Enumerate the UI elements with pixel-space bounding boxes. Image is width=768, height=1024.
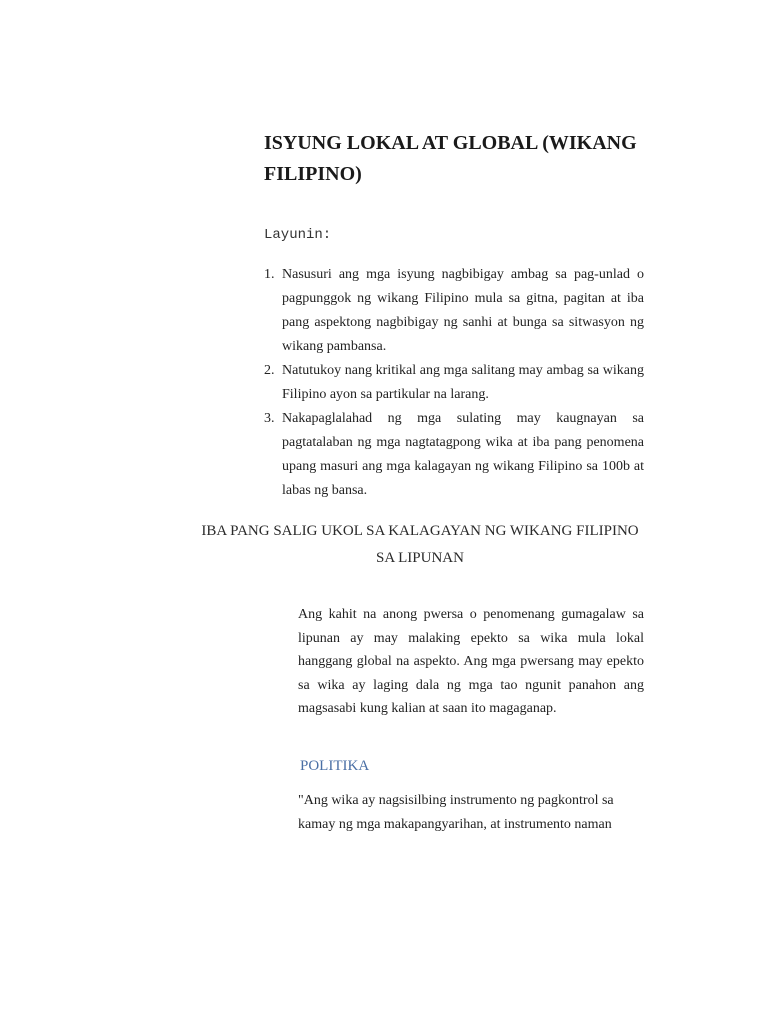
objectives-list	[264, 263, 644, 503]
quote-text: "Ang wika ay nagsisilbing instrumento ng pagkontrol sa kamay ng mga makapangyarihan, at instrumento naman	[298, 793, 614, 832]
objective-item	[264, 407, 644, 503]
objective-text: Nasusuri ang mga isyung nagbibigay ambag sa pag-unlad o pagpunggok ng wikang Filipino mula sa gitna, pagitan at iba pang aspektong nagbibigay ng sanhi at bunga sa sitwasyon ng wikang pambansa.	[282, 267, 644, 354]
objective-text: Natutukoy nang kritikal ang mga salitang may ambag sa wikang Filipino ayon sa partikular na larang.	[282, 363, 644, 402]
body-paragraph: Ang kahit na anong pwersa o penomenang gumagalaw sa lipunan ay may malaking epekto sa wika mula lokal hanggang global na aspekto. Ang mga pwersang may epekto sa wika ay laging dala ng mga tao ngunit panahon ang magsasabi kung kalian at saan ito magaganap.	[298, 607, 644, 716]
section-heading: IBA PANG SALIG UKOL SA KALAGAYAN NG WIKANG FILIPINO SA LIPUNAN	[201, 523, 639, 566]
document-title: ISYUNG LOKAL AT GLOBAL (WIKANG FILIPINO)	[264, 132, 637, 185]
subheading-politika: POLITIKA	[300, 758, 370, 774]
objective-text: Nakapaglalahad ng mga sulating may kaugnayan sa pagtatalaban ng mga nagtatagpong wika at iba pang penomena upang masuri ang mga kalagayan ng wikang Filipino sa 100b at labas ng bansa.	[282, 411, 644, 498]
objective-item	[264, 263, 644, 359]
objective-number: 2.	[264, 363, 275, 378]
objective-number: 3.	[264, 411, 275, 426]
objective-number: 1.	[264, 267, 275, 282]
objective-item	[264, 359, 644, 407]
objectives-label: Layunin:	[264, 227, 332, 243]
